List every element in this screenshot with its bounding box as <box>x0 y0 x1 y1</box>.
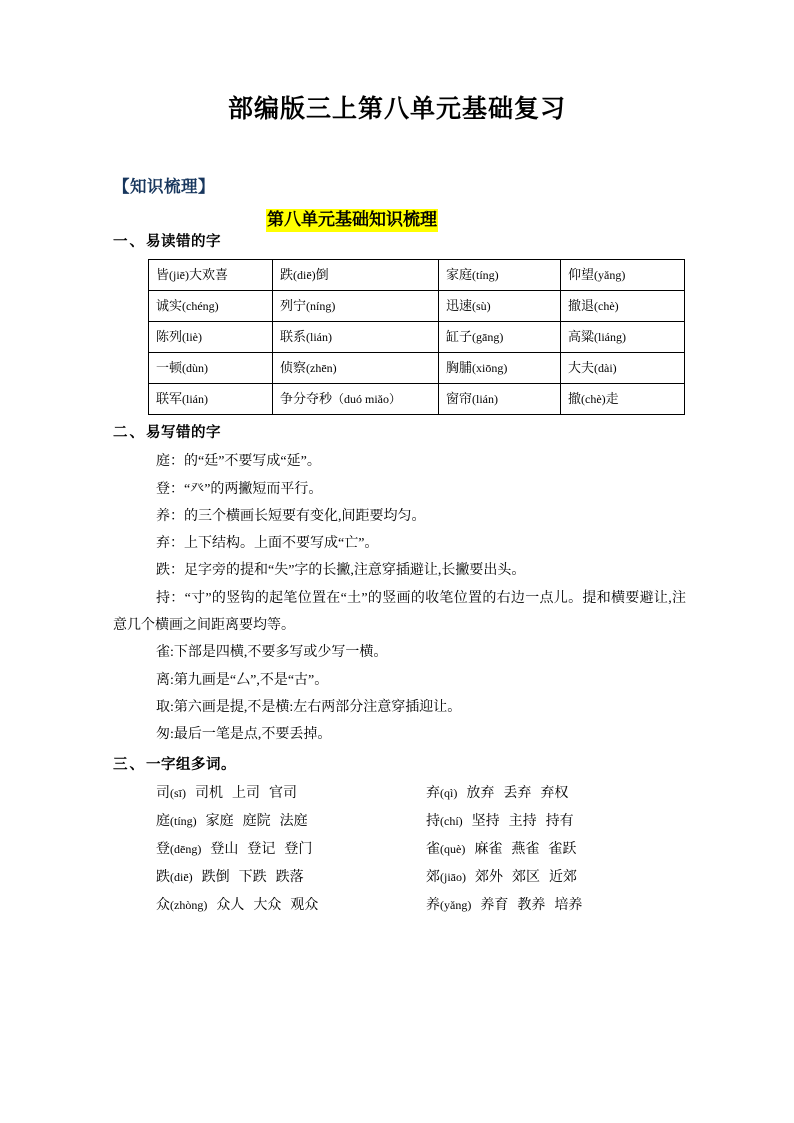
table-cell: 迅速(sù) <box>439 291 561 322</box>
word-term: 弃权 <box>540 785 569 801</box>
pinyin: (gāng) <box>472 330 504 345</box>
word-term: 丢弃 <box>503 785 532 801</box>
word-term: 郊外 <box>475 869 503 885</box>
word-list-terms <box>465 842 576 857</box>
word-term: 培养 <box>554 897 583 913</box>
pinyin: (lián) <box>306 330 333 345</box>
knowledge-review-heading: 【知识梳理】 <box>113 177 215 197</box>
table-cell: 侦察(zhēn) <box>273 353 439 384</box>
table-cell: 撤(chè)走 <box>561 384 685 415</box>
writing-note: 庭：的“廷”不要写成“延”。 <box>156 454 321 470</box>
table-cell: 缸子(gāng) <box>439 322 561 353</box>
word-list-row <box>156 836 794 864</box>
table-cell: 跌(diē)倒 <box>273 260 439 291</box>
word-term: 郊区 <box>512 869 540 885</box>
writing-note: 持：“寸”的竖钩的起笔位置在“土”的竖画的收笔位置的右边一点儿。提和横要避让,注意几个横画之间距离要均等。 <box>113 590 686 633</box>
word-list-group <box>426 864 577 892</box>
table-row <box>149 260 685 291</box>
pinyin: (jiāo) <box>440 869 466 884</box>
writing-note: 登：“癶”的两撇短而平行。 <box>156 481 323 497</box>
word-term: 近郊 <box>549 869 577 885</box>
pinyin: (jiē) <box>169 268 190 283</box>
table-cell: 联系(lián) <box>273 322 439 353</box>
word-list-group <box>156 808 426 836</box>
pinyin: （duó miǎo） <box>332 392 402 407</box>
word-term: 众人 <box>216 897 245 913</box>
word-term: 家庭 <box>205 813 234 829</box>
word-list-terms <box>463 814 574 829</box>
pinyin: (diē) <box>170 869 193 884</box>
table-cell: 诚实(chéng) <box>149 291 273 322</box>
word-list-character: 众(zhòng) <box>156 897 208 913</box>
pinyin: (liáng) <box>594 330 627 345</box>
pinyin: (qì) <box>440 785 458 800</box>
pinyin: (dēng) <box>170 841 202 856</box>
section-three-heading <box>0 748 794 776</box>
section-two-title: 易写错的字 <box>146 425 221 442</box>
section-two-heading <box>0 415 794 444</box>
section-two-number: 二、 <box>113 425 146 442</box>
table-cell: 争分夺秒（duó miǎo） <box>273 384 439 415</box>
word-term: 麻雀 <box>474 841 503 857</box>
word-term: 养育 <box>480 897 509 913</box>
word-list-group <box>156 836 426 864</box>
table-row <box>149 353 685 384</box>
word-term: 登门 <box>284 841 313 857</box>
table-cell: 大夫(dài) <box>561 353 685 384</box>
pinyin: (diē) <box>293 268 316 283</box>
writing-note: 养：的三个横画长短要有变化,间距要均匀。 <box>156 508 426 524</box>
writing-notes-list <box>0 444 794 748</box>
section-one-title: 易读错的字 <box>146 234 221 251</box>
word-list-terms <box>457 786 568 801</box>
word-term: 主持 <box>508 813 537 829</box>
table-cell: 陈列(liè) <box>149 322 273 353</box>
writing-note: 取:第六画是提,不是横:左右两部分注意穿插迎让。 <box>156 699 462 715</box>
word-term: 雀跃 <box>548 841 577 857</box>
word-term: 登山 <box>210 841 239 857</box>
pinyin: (chéng) <box>182 299 219 314</box>
table-cell: 仰望(yǎng) <box>561 260 685 291</box>
pinyin: (què) <box>440 841 466 856</box>
word-list-terms <box>201 842 312 857</box>
word-list-row <box>156 780 794 808</box>
word-list-group <box>426 780 568 808</box>
page-title: 部编版三上第八单元基础复习 <box>227 96 566 123</box>
word-list-group <box>426 836 576 864</box>
word-term: 大众 <box>253 897 282 913</box>
table-cell: 列宁(níng) <box>273 291 439 322</box>
word-list-character: 登(dēng) <box>156 841 202 857</box>
word-term: 法庭 <box>279 813 308 829</box>
word-list-row <box>156 864 794 892</box>
table-cell: 高粱(liáng) <box>561 322 685 353</box>
section-three-number: 三、 <box>113 757 146 774</box>
writing-note: 弃：上下结构。上面不要写成“亡”。 <box>156 536 379 552</box>
pinyin: (tíng) <box>472 268 499 283</box>
pinyin: (sù) <box>472 299 491 314</box>
word-list-character: 雀(què) <box>426 841 466 857</box>
word-term: 教养 <box>517 897 546 913</box>
word-list-group <box>156 892 426 920</box>
word-formation-list <box>0 777 794 920</box>
table-cell: 家庭(tíng) <box>439 260 561 291</box>
pinyin: (lián) <box>182 392 209 407</box>
pinyin: (chí) <box>440 813 463 828</box>
word-term: 观众 <box>290 897 319 913</box>
word-list-terms <box>197 814 308 829</box>
word-list-character: 司(sī) <box>156 785 186 801</box>
pinyin: (yǎng) <box>440 897 472 912</box>
pinyin: (lián) <box>472 392 499 407</box>
writing-note: 跌：足字旁的提和“失”字的长撇,注意穿插避让,长撇要出头。 <box>156 563 526 579</box>
pinyin: (dùn) <box>182 361 209 376</box>
word-term: 司机 <box>195 785 223 801</box>
word-list-character: 跌(diē) <box>156 869 193 885</box>
word-list-terms <box>193 870 304 885</box>
word-list-terms <box>207 898 318 913</box>
word-list-terms <box>466 870 577 885</box>
table-row <box>149 384 685 415</box>
table-cell: 撤退(chè) <box>561 291 685 322</box>
highlight-heading-wrap <box>0 197 794 232</box>
pinyin: (zhòng) <box>170 897 208 912</box>
word-term: 燕雀 <box>511 841 540 857</box>
word-term: 放弃 <box>466 785 495 801</box>
table-cell: 联军(lián) <box>149 384 273 415</box>
word-list-character: 弃(qì) <box>426 785 458 801</box>
table-cell: 窗帘(lián) <box>439 384 561 415</box>
word-term: 跌落 <box>275 869 304 885</box>
easy-misread-table-body <box>149 260 685 415</box>
word-list-group <box>426 808 574 836</box>
section-three-title: 一字组多词。 <box>146 757 236 774</box>
writing-note: 离:第九画是“厶”,不是“古”。 <box>156 672 329 688</box>
word-list-row <box>156 808 794 836</box>
word-list-character: 持(chí) <box>426 813 463 829</box>
easy-misread-table <box>148 259 685 415</box>
writing-note: 匆:最后一笔是点,不要丢掉。 <box>156 727 332 743</box>
word-term: 下跌 <box>238 869 267 885</box>
unit-summary-heading: 第八单元基础知识梳理 <box>266 209 438 232</box>
word-term: 庭院 <box>242 813 271 829</box>
pinyin: (sī) <box>170 785 186 800</box>
word-list-group <box>156 864 426 892</box>
writing-note: 雀:下部是四横,不要多写或少写一横。 <box>156 645 388 661</box>
word-term: 持有 <box>545 813 574 829</box>
pinyin: (chè) <box>581 392 606 407</box>
table-row <box>149 291 685 322</box>
easy-misread-table-wrap <box>0 253 794 415</box>
pinyin: (zhēn) <box>306 361 337 376</box>
word-term: 坚持 <box>471 813 500 829</box>
pinyin: (yǎng) <box>594 268 626 283</box>
word-list-character: 郊(jiāo) <box>426 869 466 885</box>
pinyin: (xiōng) <box>472 361 508 376</box>
word-list-group <box>426 892 582 920</box>
pinyin: (liè) <box>182 330 203 345</box>
section-one-number: 一、 <box>113 234 146 251</box>
pinyin: (dài) <box>594 361 617 376</box>
pinyin: (tíng) <box>170 813 197 828</box>
pinyin: (níng) <box>306 299 336 314</box>
word-term: 登记 <box>247 841 276 857</box>
word-term: 官司 <box>269 785 297 801</box>
word-list-terms <box>471 898 582 913</box>
table-cell: 一顿(dùn) <box>149 353 273 384</box>
section-one-heading <box>0 232 794 253</box>
table-cell: 胸脯(xiōng) <box>439 353 561 384</box>
word-term: 上司 <box>232 785 260 801</box>
word-list-group <box>156 780 426 808</box>
table-cell: 皆(jiē)大欢喜 <box>149 260 273 291</box>
word-list-terms <box>186 786 297 801</box>
word-term: 跌倒 <box>201 869 230 885</box>
word-list-character: 庭(tíng) <box>156 813 197 829</box>
table-row <box>149 322 685 353</box>
word-list-character: 养(yǎng) <box>426 897 472 913</box>
word-list-row <box>156 892 794 920</box>
pinyin: (chè) <box>594 299 619 314</box>
